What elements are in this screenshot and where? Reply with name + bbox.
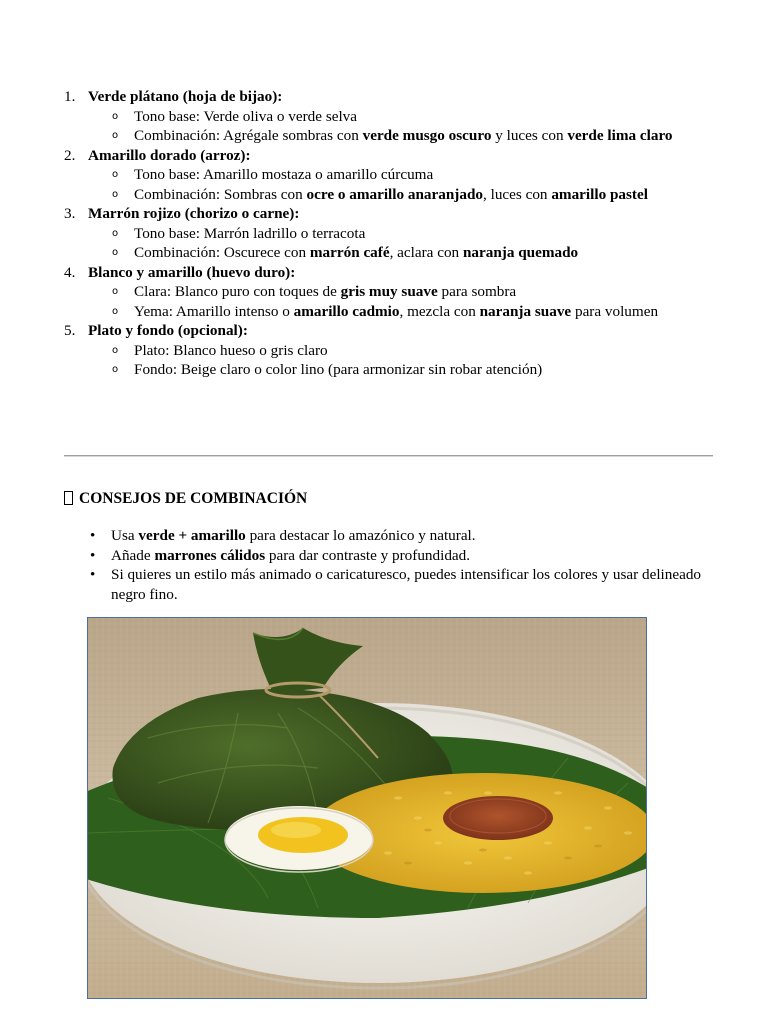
color-guide-item (64, 87, 714, 146)
tips-list (88, 526, 713, 604)
bold-text-segment: verde musgo oscuro (362, 127, 492, 144)
text-segment: y luces con (491, 127, 568, 144)
sub-bullet-icon: o (112, 188, 119, 200)
sub-bullet-icon: o (112, 169, 119, 180)
tip-item (88, 526, 713, 546)
tips-heading (64, 489, 307, 509)
bullet-icon: • (90, 566, 96, 583)
color-guide-subitem (88, 341, 714, 361)
text-segment: Tono base: Verde oliva o verde selva (134, 107, 358, 125)
color-guide-heading: Amarillo dorado (arroz): (88, 146, 251, 164)
sub-bullet-icon: o (112, 305, 119, 317)
sub-bullet-icon: o (112, 247, 119, 258)
list-number: 2. (64, 146, 76, 164)
list-number: 5. (64, 322, 76, 339)
bold-text-segment: amarillo pastel (551, 185, 648, 203)
color-guide-subitem (88, 165, 714, 185)
list-number: 3. (64, 205, 76, 222)
text-segment: , aclara con (389, 244, 463, 261)
bold-text-segment: marrones cálidos (154, 546, 266, 564)
bold-text-segment: amarillo cadmio (293, 302, 400, 320)
sub-bullet-icon: o (112, 110, 119, 122)
color-guide-item (64, 146, 714, 205)
horizontal-divider (64, 455, 713, 457)
list-number: 1. (64, 88, 76, 105)
text-segment: Combinación: Agrégale sombras con (134, 127, 363, 144)
text-segment: para volumen (571, 302, 659, 320)
text-segment: , mezcla con (399, 302, 480, 320)
food-photo (87, 617, 647, 999)
color-guide-heading: Marrón rojizo (chorizo o carne): (88, 205, 300, 222)
color-guide-subitem (88, 243, 714, 263)
color-guide-item (64, 321, 714, 380)
bold-text-segment: gris muy suave (340, 283, 438, 300)
color-guide-sublist (88, 107, 714, 146)
sub-bullet-icon: o (112, 344, 119, 356)
text-segment: para destacar lo amazónico y natural. (245, 527, 476, 544)
bold-text-segment: verde lima claro (567, 127, 673, 144)
color-guide-subitem (88, 360, 714, 380)
bullet-icon: • (90, 527, 96, 544)
color-guide-subitem (88, 107, 714, 127)
tip-item (88, 546, 713, 566)
juane-plate-illustration (88, 618, 647, 999)
text-segment: Fondo: Beige claro o color lino (para armonizar sin robar atención) (134, 361, 543, 378)
text-segment: Yema: Amarillo intenso o (134, 302, 294, 320)
bold-text-segment: marrón café (309, 244, 390, 261)
text-segment: Combinación: Oscurece con (134, 244, 310, 261)
bullet-icon: • (90, 546, 96, 564)
list-number: 4. (64, 263, 76, 281)
color-guide-subitem (88, 224, 714, 244)
missing-glyph-icon (64, 491, 73, 505)
text-segment: Añade (111, 546, 155, 564)
color-guide-heading: Verde plátano (hoja de bijao): (88, 88, 283, 105)
text-segment: Clara: Blanco puro con toques de (134, 283, 341, 300)
bold-text-segment: naranja quemado (462, 244, 579, 261)
color-guide-subitem (88, 302, 714, 322)
text-segment: Combinación: Sombras con (134, 185, 307, 203)
text-segment: Plato: Blanco hueso o gris claro (134, 341, 328, 359)
color-guide-sublist (88, 282, 714, 321)
sub-bullet-icon: o (112, 364, 119, 375)
sub-bullet-icon: o (112, 130, 119, 141)
sub-bullet-icon: o (112, 227, 119, 239)
text-segment: Usa (111, 527, 139, 544)
bold-text-segment: verde + amarillo (138, 527, 246, 544)
color-guide-subitem (88, 185, 714, 205)
color-guide-subitem (88, 282, 714, 302)
text-segment: Tono base: Amarillo mostaza o amarillo cúrcuma (134, 166, 434, 183)
color-guide-subitem (88, 126, 714, 146)
color-guide-sublist (88, 224, 714, 263)
tips-heading-text: CONSEJOS DE COMBINACIÓN (79, 490, 308, 507)
color-guide-item (64, 263, 714, 322)
tip-item (88, 565, 713, 604)
bold-text-segment: ocre o amarillo anaranjado (306, 185, 483, 203)
color-guide-sublist (88, 165, 714, 204)
text-segment: para sombra (437, 283, 517, 300)
sub-bullet-icon: o (112, 286, 119, 297)
bold-text-segment: naranja suave (479, 302, 572, 320)
color-guide-heading: Blanco y amarillo (huevo duro): (88, 263, 296, 281)
text-segment: para dar contraste y profundidad. (265, 546, 471, 564)
color-guide-list (64, 87, 714, 380)
color-guide-item (64, 204, 714, 263)
color-guide-heading: Plato y fondo (opcional): (88, 322, 248, 339)
text-segment: Tono base: Marrón ladrillo o terracota (134, 224, 366, 242)
text-segment: Si quieres un estilo más animado o caricaturesco, puedes intensificar los colores y usar delineado negro fino. (111, 566, 702, 603)
text-segment: , luces con (483, 185, 552, 203)
color-guide-sublist (88, 341, 714, 380)
